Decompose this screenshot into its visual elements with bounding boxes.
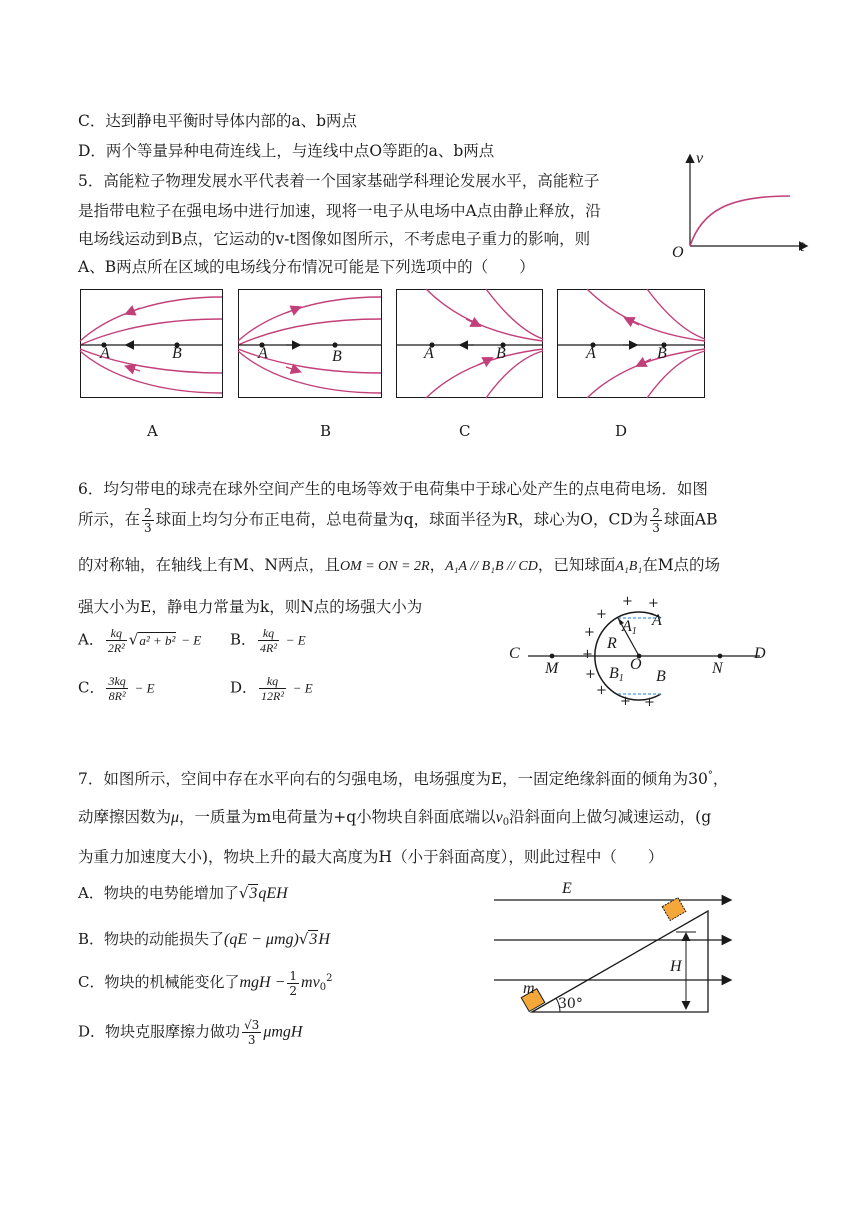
panel-label-d: D [615,422,628,440]
plus-6: + [585,667,596,682]
block-top [662,898,686,921]
q7-line-1: 7．如图所示，空间中存在水平向右的匀强电场，电场强度为E，一固定绝缘斜面的倾角为30°， [78,770,729,788]
q5-line-2: 是指带电粒子在强电场中进行加速，现将一电子从电场中A点由静止释放，沿 [78,202,601,220]
q7-option-b: B．物块的动能损失了(qE − μmg)√3H [78,930,330,948]
plus-8: + [620,694,631,709]
vt-origin-label: O [672,244,684,261]
q5-line-1: 5．高能粒子物理发展水平代表着一个国家基础学科理论发展水平，高能粒子 [78,172,600,190]
q4-option-c: C．达到静电平衡时导体内部的a、b两点 [78,112,358,130]
q7-option-d: D．物块克服摩擦力做功 $\frac{√3}{3}$ μmgH [78,1018,303,1047]
fig-label-b: B [656,668,666,685]
q7-line-2: 动摩擦因数为μ，一质量为m电荷量为+q小物块自斜面底端以$v_0$沿斜面向上做匀减速运动，(g [78,808,712,828]
q7-option-a: A．物块的电势能增加了√3qEH [78,884,288,902]
panel-a-point-a: A [100,345,110,362]
panel-d-point-b: B [657,345,667,362]
q6-option-c: C． $\frac{3kq}{\text{8R²}}$ − E [78,674,155,703]
fig-label-d: D [754,645,766,662]
panel-b-point-b: B [332,348,342,365]
q6-sphere-figure [520,598,780,710]
plus-3: + [596,607,607,622]
panel-d-point-a: A [586,345,596,362]
panel-label-a: A [147,422,158,440]
fig-label-m: M [545,660,559,677]
q5-line-3: 电场线运动到B点，它运动的v-t图像如图所示，不考虑电子重力的影响，则 [78,230,591,248]
plus-2: + [648,596,659,611]
fig-label-e: E [562,880,572,897]
q7-option-c: C．物块的机械能变化了mgH − $\frac{1}{2}$ $mv_0^2$ [78,968,333,998]
panel-c-point-b: B [496,345,506,362]
q4-option-d: D．两个等量异种电荷连线上，与连线中点O等距的a、b两点 [78,142,495,160]
fig-label-a1: $A_1$ [622,618,637,637]
q6-line-3: 的对称轴，在轴线上有M、N两点，且OM = ON = 2R，A₁A // B₁B // CD，已知球面A₁B₁在M点的场 [78,556,721,574]
panel-label-b: B [320,422,332,440]
q6-option-b: B． $\frac{kq}{\text{4R²}}$ − E [230,626,306,655]
q6-option-a: A． $\frac{kq}{\text{2R²}}$ √a² + b² − E [78,626,202,655]
q7-line-3: 为重力加速度大小)，物块上升的最大高度为H（小于斜面高度），则此过程中（ ） [78,848,664,866]
plus-9: + [644,695,655,710]
q5-vt-graph [670,150,820,265]
panel-c-point-a: A [424,345,434,362]
q5-panel-c [396,289,543,398]
q5-panel-d [557,289,705,398]
panel-label-c: C [459,422,471,440]
fig-label-m-mass: m [523,980,535,997]
panel-a-point-b: B [172,345,182,362]
fig-label-o: O [630,656,642,673]
q5-line-4: A、B两点所在区域的电场线分布情况可能是下列选项中的（ ） [78,258,535,276]
plus-7: + [596,683,607,698]
plus-1: + [622,594,633,609]
q6-option-d: D． $\frac{kq}{\text{12R²}}$ − E [230,674,313,703]
plus-5: + [582,647,593,662]
fig-label-b1: $B_1$ [609,665,624,684]
vt-v-label: v [696,150,704,167]
fig-label-h: H [670,958,682,975]
q6-line-1: 6．均匀带电的球壳在球外空间产生的电场等效于电荷集中于球心处产生的点电荷电场．如图 [78,480,708,498]
q7-incline-figure [490,880,740,1020]
fig-label-r: R [607,635,617,652]
plus-4: + [584,625,595,640]
q5-panel-b [238,289,382,398]
fig-label-c: C [509,645,520,662]
fig-label-n: N [712,660,723,677]
panel-b-point-a: A [258,345,268,362]
q6-line-4: 强大小为E，静电力常量为k，则N点的场强大小为 [78,598,423,616]
q5-panel-a [80,289,223,398]
fig-label-a: A [652,612,662,629]
fig-label-angle: 30° [558,996,583,1012]
vt-curve [690,196,790,246]
vt-t-label: t [800,238,805,255]
q6-line-2: 所示，在 $\frac{2}{3}$ 球面上均匀分布正电荷，总电荷量为q，球面半径为R，球心为O，CD为 $\frac{2}{3}$ 球面AB [78,506,718,535]
